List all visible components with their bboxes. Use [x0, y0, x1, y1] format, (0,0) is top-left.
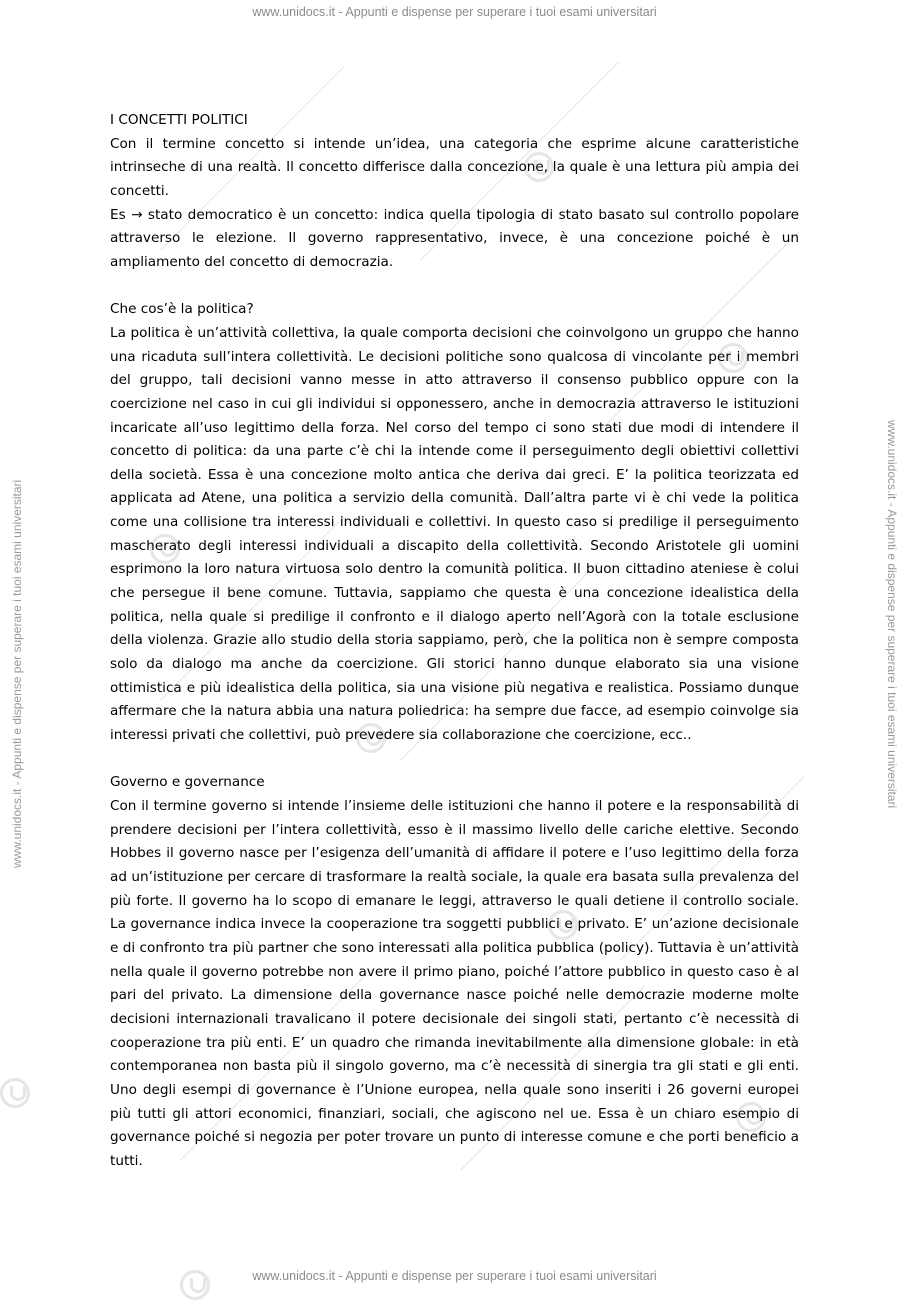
section-heading: Governo e governance — [110, 774, 265, 791]
paragraph: Es → stato democratico è un concetto: indica quella tipologia di stato basato sul controllo popolare attraverso le elezione. Il governo rappresentativo, invece, è una concezione poiché è un ampliamento del concetto di democrazia. — [110, 206, 799, 270]
paragraph: Con il termine governo si intende l’insieme delle istituzioni che hanno il potere e la responsabilità di prendere decisioni per l’intera collettività, esso è il massimo livello delle cariche elettive. Secondo Hobbes il governo nasce per l’esigenza dell’umanità di affidare il potere e l’uso legittimo della forza ad un’istituzione per cercare di trasformare la realtà sociale, la quale era basata sulla prevalenza del più forte. Il governo ha lo scopo di emanare le leggi, attraverso le quali detiene il controllo sociale. La governance indica invece la cooperazione tra soggetti pubblici e privato. E’ un’azione decisionale e di confronto tra più partner che sono interessati alla politica pubblica (policy). Tuttavia è un’attività nella quale il governo potrebbe non avere il primo piano, poiché l’attore pubblico in questo caso è al pari del privato. La dimensione della governance nasce poiché nelle democrazie moderne molte decisioni internazionali travalicano il potere decisionale dei singoli stati, pertanto c’è necessità di cooperazione tra più enti. E’ un quadro che rimanda inevitabilmente alla dimensione globale: in età contemporanea non basta più il singolo governo, ma c’è necessità di sinergia tra gli stati e gli enti. Uno degli esempi di governance è l’Unione europea, nella quale sono inseriti i 26 governi europei più tutti gli attori economici, finanziari, sociali, che agiscono nel ue. Essa è un chiaro esempio di governance poiché si negozia per poter trovare un punto di interesse comune e che porti beneficio a tutti. — [110, 798, 799, 1169]
watermark-footer: www.unidocs.it - Appunti e dispense per superare i tuoi esami universitari — [252, 1269, 657, 1283]
watermark-side-left: www.unidocs.it - Appunti e dispense per superare i tuoi esami universitari — [10, 479, 24, 868]
document-body — [110, 109, 799, 1197]
watermark-header: www.unidocs.it - Appunti e dispense per superare i tuoi esami universitari — [252, 5, 657, 19]
watermark-side-right: www.unidocs.it - Appunti e dispense per superare i tuoi esami universitari — [885, 420, 899, 809]
section-governo-e-governance — [110, 771, 799, 1173]
paragraph: La politica è un’attività collettiva, la quale comporta decisioni che coinvolgono un gruppo che hanno una ricaduta sull’intera collettività. Le decisioni politiche sono qualcosa di vincolante per i membri del gruppo, tali decisioni vanno messe in atto attraverso il consenso pubblico oppure con la coercizione nel caso in cui gli individui si opponessero, anche in democrazia attraverso le istituzioni incaricate all’uso legittimo della forza. Nel corso del tempo ci sono stati due modi di intendere il concetto di politica: da una parte c’è chi la intende come il perseguimento degli obiettivi collettivi della società. Essa è una concezione molto antica che deriva dai greci. E’ la politica teorizzata ed applicata ad Atene, una politica a servizio della comunità. Dall’altra parte vi è chi vede la politica come una collisione tra interessi individuali e collettivi. In questo caso si predilige il perseguimento mascherato degli interessi individuali a discapito della collettività. Secondo Aristotele gli uomini esprimono la loro natura virtuosa solo dentro la comunità politica. Il buon cittadino ateniese è colui che persegue il bene comune. Tuttavia, sappiamo che questa è una concezione idealistica della politica, nella quale si predilige il confronto e il dialogo aperto nell’Agorà con la totale esclusione della violenza. Grazie allo studio della storia sappiamo, però, che la politica non è sempre composta solo da dialogo ma anche da coercizione. Gli storici hanno dunque elaborato sia una visione ottimistica e più idealistica della politica, sia una visione più negativa e realistica. Possiamo dunque affermare che la natura abbia una natura poliedrica: ha sempre due facce, ad esempio coinvolge sia interessi privati che collettivi, può prevedere sia collaborazione che coercizione, ecc.. — [110, 324, 799, 744]
watermark-logo-icon — [0, 1078, 30, 1108]
section-che-cos-e-la-politica — [110, 298, 799, 747]
section-heading: I CONCETTI POLITICI — [110, 112, 248, 128]
section-concetti-politici — [110, 109, 799, 275]
section-heading: Che cos’è la politica? — [110, 301, 254, 318]
paragraph: Con il termine concetto si intende un’idea, una categoria che esprime alcune caratteristiche intrinseche di una realtà. Il concetto differisce dalla concezione, la quale è una lettura più ampia dei concetti. — [110, 135, 799, 199]
